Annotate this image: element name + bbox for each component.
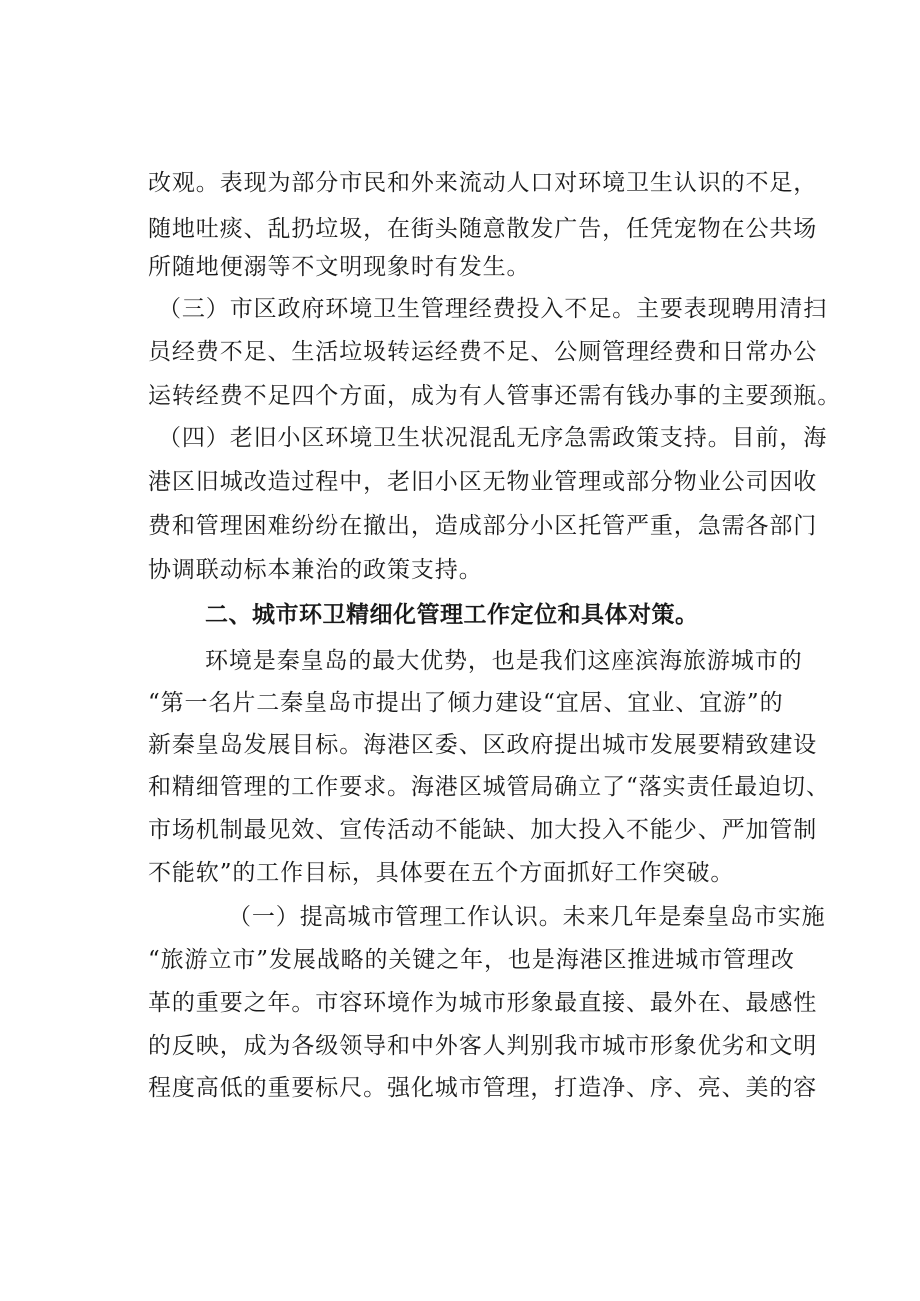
paragraph-line: 员经费不足、生活垃圾转运经费不足、公厕管理经费和日常办公 [148,339,818,365]
paragraph-line: 不能软”的工作目标，具体要在五个方面抓好工作突破。 [148,860,735,886]
paragraph-line: （四）老旧小区环境卫生状况混乱无序急需政策支持。目前，海 [158,425,828,451]
paragraph-line: 革的重要之年。市容环境作为城市形象最直接、最外在、最感性 [148,990,818,1016]
paragraph-line: 运转经费不足四个方面，成为有人管事还需有钱办事的主要颈瓶。 [148,383,842,409]
paragraph-line: 市场机制最见效、宣传活动不能缺、加大投入不能少、严加管制 [148,817,818,843]
paragraph-line: 港区旧城改造过程中，老旧小区无物业管理或部分物业公司因收 [148,469,818,495]
paragraph-line: 随地吐痰、乱扔垃圾，在街头随意散发广告，任凭宠物在公共场 [148,216,818,242]
paragraph-line: 和精细管理的工作要求。海港区城管局确立了“落实责任最迫切、 [148,774,830,800]
paragraph-line: 环境是秦皇岛的最大优势，也是我们这座滨海旅游城市的 [205,648,803,674]
paragraph-line: 所随地便溺等不文明现象时有发生。 [148,254,531,280]
paragraph-line: 新秦皇岛发展目标。海港区委、区政府提出城市发展要精致建设 [148,732,818,758]
paragraph-line: （一）提高城市管理工作认识。未来几年是秦皇岛市实施 [228,904,826,930]
paragraph-line: 改观。表现为部分市民和外来流动人口对环境卫生认识的不足， [148,170,818,196]
paragraph-line: “第一名片二秦皇岛市提出了倾力建设“宜居、宜业、宜游”的 [148,690,784,716]
paragraph-line: 费和管理困难纷纷在撤出，造成部分小区托管严重，急需各部门 [148,513,818,539]
paragraph-line: 程度高低的重要标尺。强化城市管理，打造净、序、亮、美的容 [148,1075,818,1101]
paragraph-line: 协调联动标本兼治的政策支持。 [148,557,483,583]
paragraph-line: “旅游立市”发展战略的关键之年，也是海港区推进城市管理改 [148,947,795,973]
section-heading: 二、城市环卫精细化管理工作定位和具体对策。 [205,602,699,628]
paragraph-line: （三）市区政府环境卫生管理经费投入不足。主要表现聘用清扫 [158,296,828,322]
paragraph-line: 的反映，成为各级领导和中外客人判别我市城市形象优劣和文明 [148,1033,818,1059]
